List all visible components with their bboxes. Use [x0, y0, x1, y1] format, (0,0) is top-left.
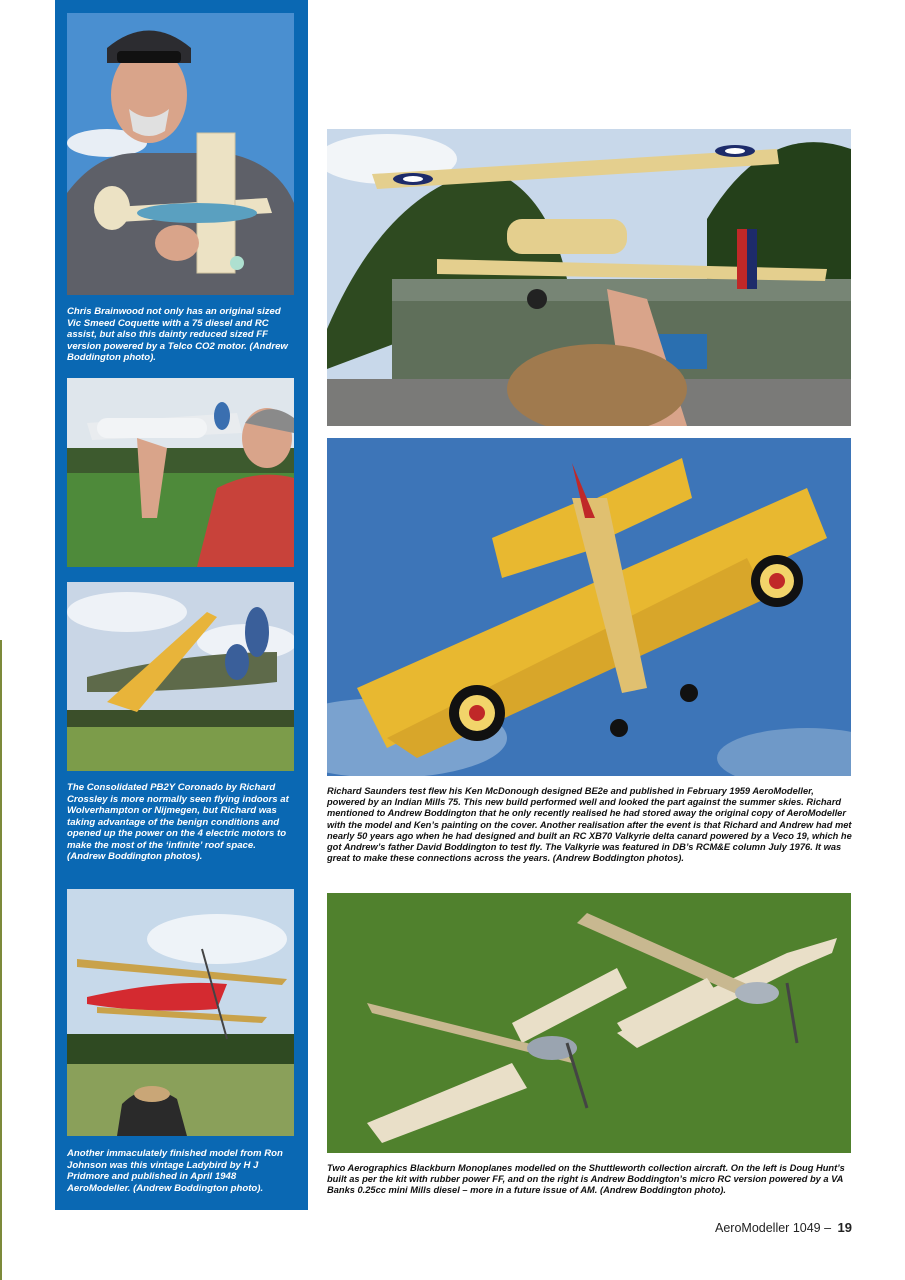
caption-coquette: Chris Brainwood not only has an original sized Vic Smeed Coquette with a 75 diesel and RC assist, but also this dainty reduced sized FF version powered by a Telco CO2 motor. (Andrew Boddington photo).	[67, 306, 288, 363]
photo-coquette	[67, 13, 294, 295]
caption-coronado: The Consolidated PB2Y Coronado by Richard Crossley is more normally seen flying indoors at Wolverhampton or Nijmegen, but Richard was taking advantage of the benign conditions and opened up the power on the 4 electric motors to make the most of the ‘infinite’ roof space. (Andrew Boddington photos).	[67, 782, 289, 862]
photo-coronado	[67, 582, 294, 771]
caption-be2e: Richard Saunders test flew his Ken McDonough designed BE2e and published in February 1959 AeroModeller, powered by an Indian Mills 75. This new build performed well and looked the part against the summer skies. Richard mentioned to Andrew Boddington that he only recently realised he had stored away the original copy of AeroModeller with the model and Ken’s painting on the cover. Another realisation after the event is that Richard and Andrew had met nearly 50 years ago when he had designed and built an RC XB70 Valkyrie delta canard powered by a Veco 19, which he got Andrew’s father David Boddington to test fly. The Valkyrie was featured in DB’s RCM&E column July 1976. It was great to make these connections across the years. (Andrew Boddington photos).	[327, 786, 852, 864]
caption-ladybird: Another immaculately finished model from Ron Johnson was this vintage Ladybird by H J Pridmore and published in April 1948 AeroModeller. (Andrew Boddington photo).	[67, 1148, 283, 1194]
photo-be2e-flight	[327, 438, 851, 776]
photo-flying-boat-launch	[67, 378, 294, 567]
photo-be2e-launch	[327, 129, 851, 426]
page-number: 19	[837, 1220, 852, 1235]
caption-blackburn: Two Aerographics Blackburn Monoplanes modelled on the Shuttleworth collection aircraft. On the left is Doug Hunt’s built as per the kit with rubber power FF, and on the right is Andrew Boddington’s micro RC version powered by a VA Banks 0.25cc mini Mills diesel – more in a future issue of AM. (Andrew Boddington photo).	[327, 1163, 845, 1196]
page-edge-bleed	[0, 640, 2, 1280]
photo-blackburn-monoplanes	[327, 893, 851, 1153]
page-footer	[715, 1220, 852, 1235]
photo-ladybird	[67, 889, 294, 1136]
footer-magazine-issue: AeroModeller 1049 –	[715, 1221, 832, 1235]
